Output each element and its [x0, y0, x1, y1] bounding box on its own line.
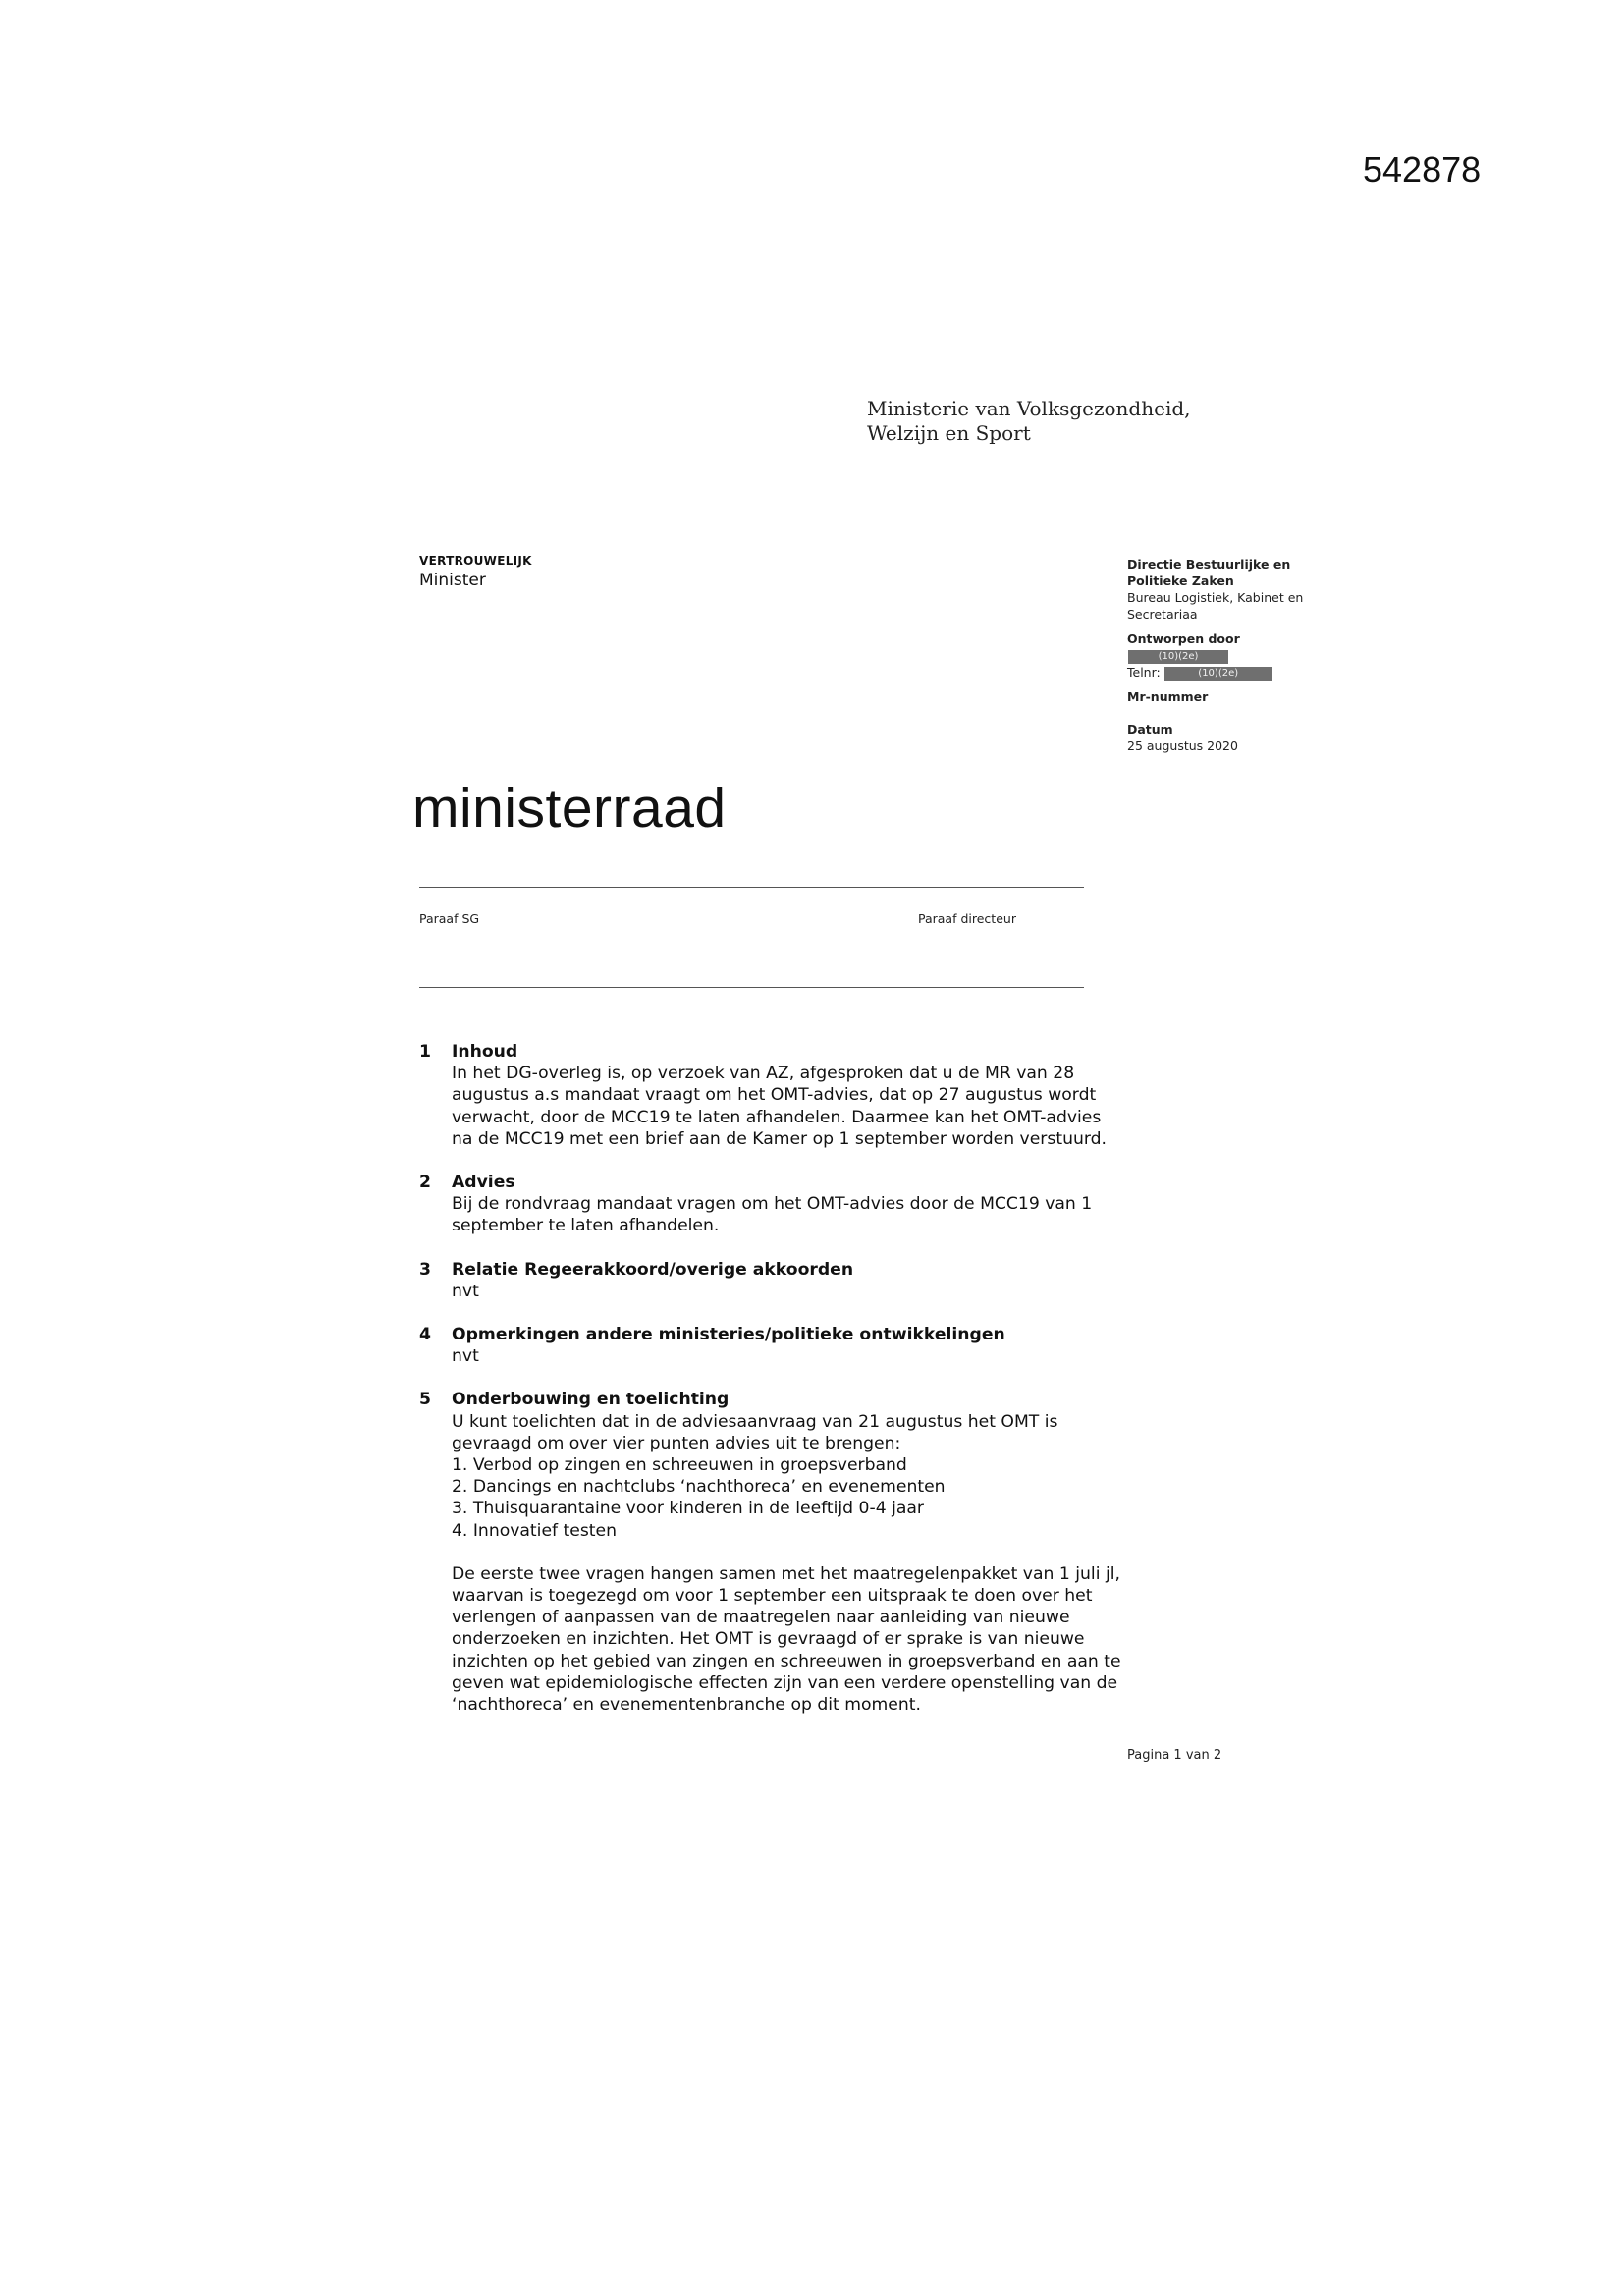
paraaf-sg-label: Paraaf SG	[419, 911, 480, 926]
divider	[419, 887, 1084, 888]
redaction-block: (10)(2e)	[1164, 667, 1272, 681]
directorate-line-2: Politieke Zaken	[1127, 574, 1234, 588]
telnr-label: Telnr:	[1127, 665, 1161, 680]
classification-block	[419, 554, 532, 590]
redaction-block: (10)(2e)	[1128, 650, 1228, 664]
section-text: Bij de rondvraag mandaat vragen om het OMT-advies door de MCC19 van 1 september te laten afhandelen.	[452, 1194, 1093, 1236]
ministry-line-2: Welzijn en Sport	[867, 421, 1031, 445]
section-text-continued: De eerste twee vragen hangen samen met het maatregelenpakket van 1 juli jl, waarvan is toegezegd om voor 1 september een uitspraak te doen over het verlengen of aanpassen van de maatregelen naar aanleiding van nieuwe onderzoeken en inzichten. Het OMT is gevraagd of er sprake is van nieuwe inzichten op het gebied van zingen en schreeuwen in groepsverband en aan te geven wat epidemiologische effecten zijn van een verdere openstelling van de ‘nachthoreca’ en evenementenbranche op dit moment.	[452, 1563, 1121, 1716]
section-onderbouwing	[419, 1389, 1126, 1716]
list-item: 4. Innovatief testen	[452, 1520, 618, 1541]
bureau-line-2: Secretariaa	[1127, 607, 1198, 622]
list-item: 2. Dancings en nachtclubs ‘nachthoreca’ en evenementen	[452, 1477, 946, 1498]
memo-content	[419, 1041, 1126, 1737]
bureau-line-1: Bureau Logistiek, Kabinet en	[1127, 590, 1304, 605]
section-text: U kunt toelichten dat in de adviesaanvraag van 21 augustus het OMT is gevraagd om over vier punten advies uit te brengen:	[452, 1411, 1058, 1453]
document-title: ministerraad	[412, 777, 727, 840]
designed-by-label: Ontworpen door	[1127, 631, 1240, 646]
section-relatie-regeerakkoord	[419, 1259, 1126, 1302]
mr-number-label: Mr-nummer	[1127, 689, 1209, 704]
document-number: 542878	[1363, 149, 1482, 190]
section-heading: Onderbouwing en toelichting	[452, 1390, 730, 1410]
divider	[419, 987, 1084, 988]
section-text: nvt	[452, 1281, 479, 1301]
page-indicator: Pagina 1 van 2	[1127, 1748, 1222, 1763]
advice-points-list	[452, 1454, 1126, 1542]
section-number: 1	[419, 1042, 431, 1062]
section-number: 3	[419, 1259, 431, 1280]
section-text: nvt	[452, 1346, 479, 1367]
section-number: 4	[419, 1325, 431, 1345]
addressee: Minister	[419, 571, 486, 590]
section-number: 2	[419, 1173, 431, 1193]
section-advies	[419, 1172, 1126, 1237]
section-inhoud	[419, 1041, 1126, 1150]
date-value: 25 augustus 2020	[1127, 738, 1238, 753]
ministry-name	[867, 397, 1191, 446]
section-heading: Opmerkingen andere ministeries/politieke ontwikkelingen	[452, 1325, 1005, 1345]
ministry-line-1: Ministerie van Volksgezondheid,	[867, 397, 1191, 420]
list-item: 1. Verbod op zingen en schreeuwen in groepsverband	[452, 1455, 907, 1476]
list-item: 3. Thuisquarantaine voor kinderen in de leeftijd 0-4 jaar	[452, 1499, 924, 1519]
section-heading: Advies	[452, 1173, 515, 1193]
section-number: 5	[419, 1390, 431, 1410]
section-opmerkingen	[419, 1324, 1126, 1367]
section-heading: Relatie Regeerakkoord/overige akkoorden	[452, 1259, 854, 1280]
section-heading: Inhoud	[452, 1042, 518, 1062]
date-label: Datum	[1127, 722, 1173, 737]
section-text: In het DG-overleg is, op verzoek van AZ, afgesproken dat u de MR van 28 augustus a.s mandaat vraagt om het OMT-advies, dat op 27 augustus wordt verwacht, door de MCC19 te laten afhandelen. Daarmee kan het OMT-advies na de MCC19 met een brief aan de Kamer op 1 september worden verstuurd.	[452, 1064, 1107, 1149]
classification-label: VERTROUWELIJK	[419, 554, 532, 568]
sidebar-metadata	[1127, 556, 1324, 754]
paraaf-director-label: Paraaf directeur	[918, 911, 1016, 926]
directorate-line-1: Directie Bestuurlijke en	[1127, 557, 1291, 572]
